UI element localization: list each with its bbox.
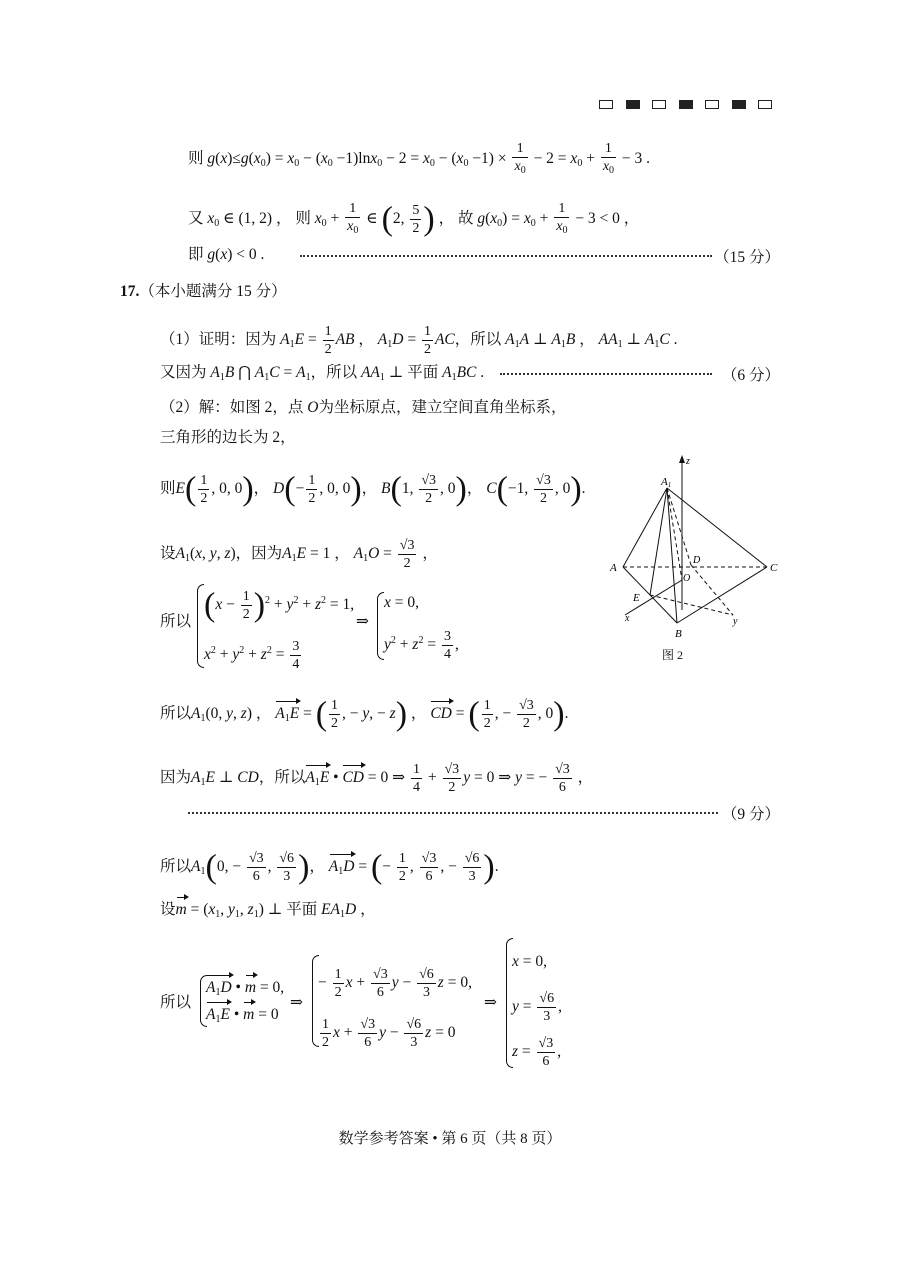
text-prefix: 又因为 bbox=[160, 364, 207, 381]
system-eq1: (x − $\frac{1}{2}$ )$^2 + y^2 + z^2 = 1$, bbox=[204, 586, 355, 624]
final-sol-z: z = $\frac{√3}{6}$ , bbox=[512, 1036, 562, 1069]
formula-line-g-bound: 则 $g(x)\le g(x_0) = x_0 - (x_0 -1)\ln x_0 - 2 = x_0 - (x_0 -1)$ × $\frac{1}{x_0}$ − $2 = x_0$ + $\frac{1}{x_0}$ − 3 . bbox=[188, 141, 651, 176]
label-b: B bbox=[675, 628, 682, 640]
text-so: ，所以 bbox=[310, 364, 358, 381]
score-9: （9 分） bbox=[721, 806, 780, 823]
final-system-label bbox=[160, 993, 191, 1013]
text-so: ，所以 bbox=[454, 331, 502, 349]
system-eq2: $x^2 + y^2 + z^2$ = $\frac{3}{4}$ bbox=[204, 639, 300, 672]
final-eq1: $A_1D$ • m = 0, bbox=[206, 978, 284, 1003]
dotted-leader bbox=[188, 812, 718, 814]
page-footer: 数学参考答案 • 第 6 页（共 8 页） bbox=[338, 1131, 562, 1147]
label-d: D bbox=[693, 555, 701, 566]
pyramid-diagram bbox=[605, 455, 790, 665]
mark-empty bbox=[705, 100, 719, 109]
text-so: 所以 bbox=[160, 858, 192, 876]
text-let: 设 bbox=[160, 901, 176, 918]
perpendicular-line: 因为$A_1E$ ⊥ CD，所以$A_1E$ • CD = 0 ⇒ $\frac{1}{4}$ + $\frac{√3}{2}$ y = 0 ⇒ y = − $\frac{√3}{6}$ ， bbox=[160, 762, 594, 795]
final-sol-y: y = $\frac{√6}{3}$ , bbox=[512, 991, 562, 1024]
label-a: A bbox=[610, 562, 617, 574]
implies-arrow: ⇒ bbox=[356, 613, 369, 630]
coords-line: 则E( $\frac{1}{2}$ , 0, 0)， D(− $\frac{1}{2}$ , 0, 0)， B(1, $\frac{√3}{2}$ , 0)， C(−1, $\frac{√3}{2}$ , 0). bbox=[160, 470, 586, 508]
dotted-leader bbox=[500, 373, 712, 375]
text-because: 因为 bbox=[160, 769, 192, 787]
text-so: 所以 bbox=[160, 613, 192, 630]
part1-label: （1）证明：因为 bbox=[160, 331, 277, 349]
text-plane: 平面 bbox=[286, 901, 318, 918]
label-y: y bbox=[733, 616, 738, 627]
let-a1-line: 设$A_1(x$, y, z)，因为$A_1E = 1$ ， $A_1O$ = $\frac{√3}{2}$ ， bbox=[160, 538, 438, 571]
text-then: 则 bbox=[160, 480, 176, 498]
text-prefix: 又 bbox=[188, 210, 204, 228]
a1-coords-line: 所以$A_1(0$, − $\frac{√3}{6}$ , $\frac{√6}{3}$ )， $A_1D$ = (− $\frac{1}{2}$ , $\frac{√3}{6}$ , − $\frac{√6}{3}$ ). bbox=[160, 848, 499, 886]
text-because: ，因为 bbox=[235, 545, 283, 563]
left-brace bbox=[197, 584, 204, 668]
mark-empty bbox=[758, 100, 772, 109]
formula-line-conclusion: 即 g(x) < 0 . bbox=[188, 246, 265, 263]
mark-empty bbox=[599, 100, 613, 109]
text-prefix: 即 bbox=[188, 246, 204, 263]
text-prefix: 则 bbox=[188, 150, 204, 168]
part1-line2: 又因为 $A_1B$ ⋂ $A_1C = A_1$，所以 $AA_1$ ⊥ 平面 $A_1BC$ . bbox=[160, 364, 485, 383]
score-6: （6 分） bbox=[721, 367, 780, 384]
label-z: z bbox=[686, 456, 690, 467]
system-result1: x = 0, bbox=[384, 594, 420, 611]
question-17-heading bbox=[120, 282, 287, 302]
mark-filled bbox=[626, 100, 640, 109]
question-title: （本小题满分 15 分） bbox=[139, 283, 287, 300]
text-so: ，所以 bbox=[258, 769, 306, 787]
score-15: （15 分） bbox=[714, 249, 780, 266]
system-result2: $y^2 + z^2$ = $\frac{3}{4}$ , bbox=[384, 629, 459, 662]
final-eq2: $A_1E$ • m = 0 bbox=[206, 1005, 279, 1030]
final-lin-eq2: $\frac{1}{2}$ x + $\frac{√3}{6}$ y − $\frac{√6}{3}$ z = 0 bbox=[322, 1017, 456, 1050]
text-so: 所以 bbox=[160, 705, 192, 723]
mark-filled bbox=[679, 100, 693, 109]
formula-line-range: 又 $x_0$ ∈ (1, 2) ， 则 $x_0$ + $\frac{1}{x_0}$ ∈ (2, $\frac{5}{2}$ ) ， 故 $g(x_0) = x_0$ + $\frac{1}{x_0}$ − 3 < 0 ， bbox=[188, 200, 640, 238]
question-number: 17. bbox=[120, 283, 140, 300]
vectors-line: 所以$A_1(0$, y, z) ， $A_1E$ = ( $\frac{1}{2}$ , − y, − z) ， CD = ( $\frac{1}{2}$ , − $\frac{√3}{2}$ , 0). bbox=[160, 695, 569, 733]
text-plane: 平面 bbox=[407, 364, 439, 381]
figure-caption: 图 2 bbox=[662, 648, 684, 662]
final-sol-x: x = 0, bbox=[512, 953, 548, 970]
implies-arrow: ⇒ bbox=[290, 994, 303, 1011]
text-part2-label: （2）解：如图 2，点 bbox=[160, 399, 304, 416]
implies-arrow: ⇒ bbox=[484, 994, 497, 1011]
normal-vector-line: 设$m = (x_1$, $y_1$, $z_1$) ⊥ 平面 $EA_1D$ ， bbox=[160, 901, 376, 920]
label-a1: A1 bbox=[661, 476, 672, 489]
mark-filled bbox=[732, 100, 746, 109]
part2-line2 bbox=[160, 428, 296, 448]
text-so: 所以 bbox=[160, 994, 192, 1011]
figure-2-pyramid bbox=[605, 455, 790, 665]
label-e: E bbox=[633, 592, 640, 604]
dotted-leader bbox=[300, 255, 712, 257]
left-brace bbox=[377, 592, 384, 660]
text: 三角形的边长为 2， bbox=[160, 429, 296, 446]
part2-line1: （2）解：如图 2，点 O为坐标原点，建立空间直角坐标系， bbox=[160, 399, 567, 416]
part1-line1: （1）证明：因为 $A_1E$ = $\frac{1}{2}$ AB ， $A_1D$ = $\frac{1}{2}$ AC，所以 $A_1A$ ⊥ $A_1B$ ， $AA_1$ ⊥ $A_1C$ . bbox=[160, 324, 678, 357]
label-c: C bbox=[770, 562, 778, 574]
mark-empty bbox=[652, 100, 666, 109]
text: 为坐标原点，建立空间直角坐标系， bbox=[318, 399, 567, 416]
text-let: 设 bbox=[160, 545, 176, 563]
system-label bbox=[160, 612, 191, 632]
label-x: x bbox=[625, 613, 630, 624]
label-o: O bbox=[683, 573, 691, 584]
final-lin-eq1: − $\frac{1}{2}$ x + $\frac{√3}{6}$ y − $\frac{√6}{3}$ z = 0, bbox=[318, 967, 472, 1000]
